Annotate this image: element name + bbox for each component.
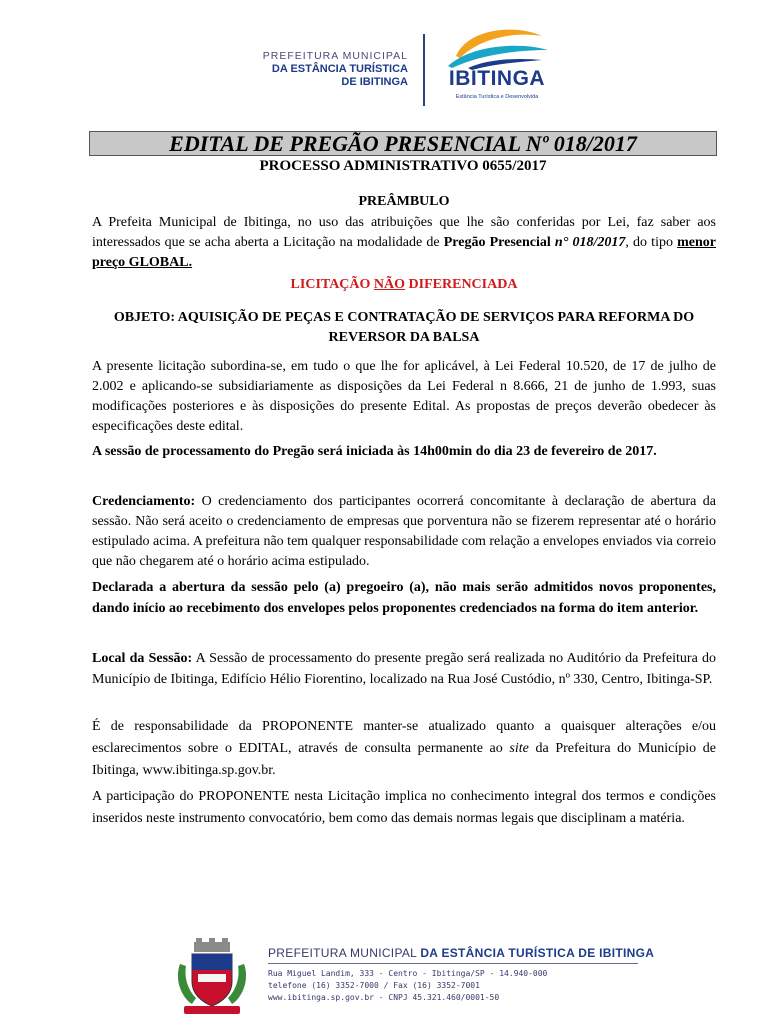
footer-title-bold: DA ESTÂNCIA TURÍSTICA DE IBITINGA [420, 946, 655, 960]
para-subordina: A presente licitação subordina-se, em tudo o que lhe for aplicável, à Lei Federal 10.520, de 17 de julho de 2.002 e aplicando-se subsidiariamente as disposições da Lei Federal n 8.666, 21 de junho de 1.993, suas modificações posteriores e às disposições do presente Edital. As propostas de preços deverão obedecer às especificações deste edital. [92, 359, 716, 434]
preamble-number: n° 018/2017 [550, 235, 626, 250]
header-divider [423, 34, 425, 106]
para-credenciamento [92, 492, 716, 572]
resp-text-2: da Prefeitura do Município de Ibitinga, www.ibitinga.sp.gov.br. [92, 741, 716, 778]
footer-website: www.ibitinga.sp.gov.br - CNPJ 45.321.460/0001-50 [268, 993, 500, 1002]
preamble-modality: Pregão Presencial [443, 235, 551, 250]
resp-site-word: site [509, 741, 529, 756]
para-local [92, 648, 716, 690]
para-sessao: A sessão de processamento do Pregão será iniciada às 14h00min do dia 23 de fevereiro de 2017. [92, 444, 657, 459]
document-title: EDITAL DE PREGÃO PRESENCIAL Nº 018/2017 [89, 131, 717, 156]
cred-label: Credenciamento: [92, 494, 196, 509]
licitacao-nao: NÃO [373, 277, 406, 292]
para-participacao: A participação do PROPONENTE nesta Licitação implica no conhecimento integral dos termos e condições inseridos neste instrumento convocatório, bem como das demais normas legais que disciplinam a matéria. [92, 789, 716, 826]
para-declarada: Declarada a abertura da sessão pelo (a) pregoeiro (a), não mais serão admitidos novos proponentes, dando início ao recebimento dos envelopes pelos proponentes credenciados na forma do item anterior. [92, 580, 716, 616]
local-text: A Sessão de processamento do presente pregão será realizada no Auditório da Prefeitura do Município de Ibitinga, Edifício Hélio Fiorentino, localizado na Rua José Custódio, nº 330, Centro, Ibitinga-SP. [92, 651, 716, 687]
ibitinga-logo [438, 22, 556, 104]
resp-text: É de responsabilidade da PROPONENTE manter-se atualizado quanto a quaisquer alterações e/ou esclarecimentos sobre o EDITAL, através de consulta permanente ao [92, 719, 716, 756]
header-municipality-text [240, 50, 408, 89]
header-line-1: PREFEITURA MUNICIPAL [262, 50, 408, 62]
preamble-paragraph [92, 213, 716, 273]
para-responsabilidade [92, 716, 716, 782]
preamble-text: A Prefeita Municipal de Ibitinga, no uso das atribuições que lhe são conferidas por Lei, faz saber aos interessados que se acha aberta a Licitação na modalidade de [92, 215, 716, 250]
municipal-crest-icon [172, 934, 252, 1018]
document-subtitle: PROCESSO ADMINISTRATIVO 0655/2017 [259, 158, 547, 174]
preamble-heading: PREÂMBULO [358, 194, 450, 209]
licitacao-post: DIFERENCIADA [405, 277, 518, 292]
logo-tagline: Estância Turística e Desenvolvida [455, 94, 539, 100]
preamble-type: menor preço GLOBAL. [92, 235, 717, 270]
licitacao-type [92, 275, 716, 295]
footer-address: Rua Miguel Landim, 333 - Centro - Ibitinga/SP - 14.940-000 [268, 969, 548, 978]
licitacao-pre: LICITAÇÃO [290, 277, 374, 292]
header-line-2: DA ESTÂNCIA TURÍSTICA [271, 63, 408, 75]
footer-phone: telefone (16) 3352-7000 / Fax (16) 3352-7001 [268, 981, 480, 990]
preamble-text-2: , do tipo [625, 235, 678, 250]
footer-rule [268, 963, 638, 964]
header-line-3: DE IBITINGA [341, 76, 408, 88]
logo-name: IBITINGA [448, 67, 546, 90]
footer-title-light: PREFEITURA MUNICIPAL [268, 946, 421, 960]
logo-swoosh-icon [438, 22, 556, 70]
objeto: OBJETO: AQUISIÇÃO DE PEÇAS E CONTRATAÇÃO DE SERVIÇOS PARA REFORMA DO REVERSOR DA BALSA [113, 310, 695, 345]
cred-text: O credenciamento dos participantes ocorrerá concomitante à declaração de abertura da sessão. Não será aceito o credenciamento de empresas que porventura não se fizerem representar até o horário estipulado acima. A prefeitura não tem qualquer responsabilidade com relação a envelopes enviados via correio que não chegarem até o horário acima estipulado. [92, 494, 716, 569]
footer-title [268, 946, 654, 960]
local-label: Local da Sessão: [92, 651, 193, 666]
